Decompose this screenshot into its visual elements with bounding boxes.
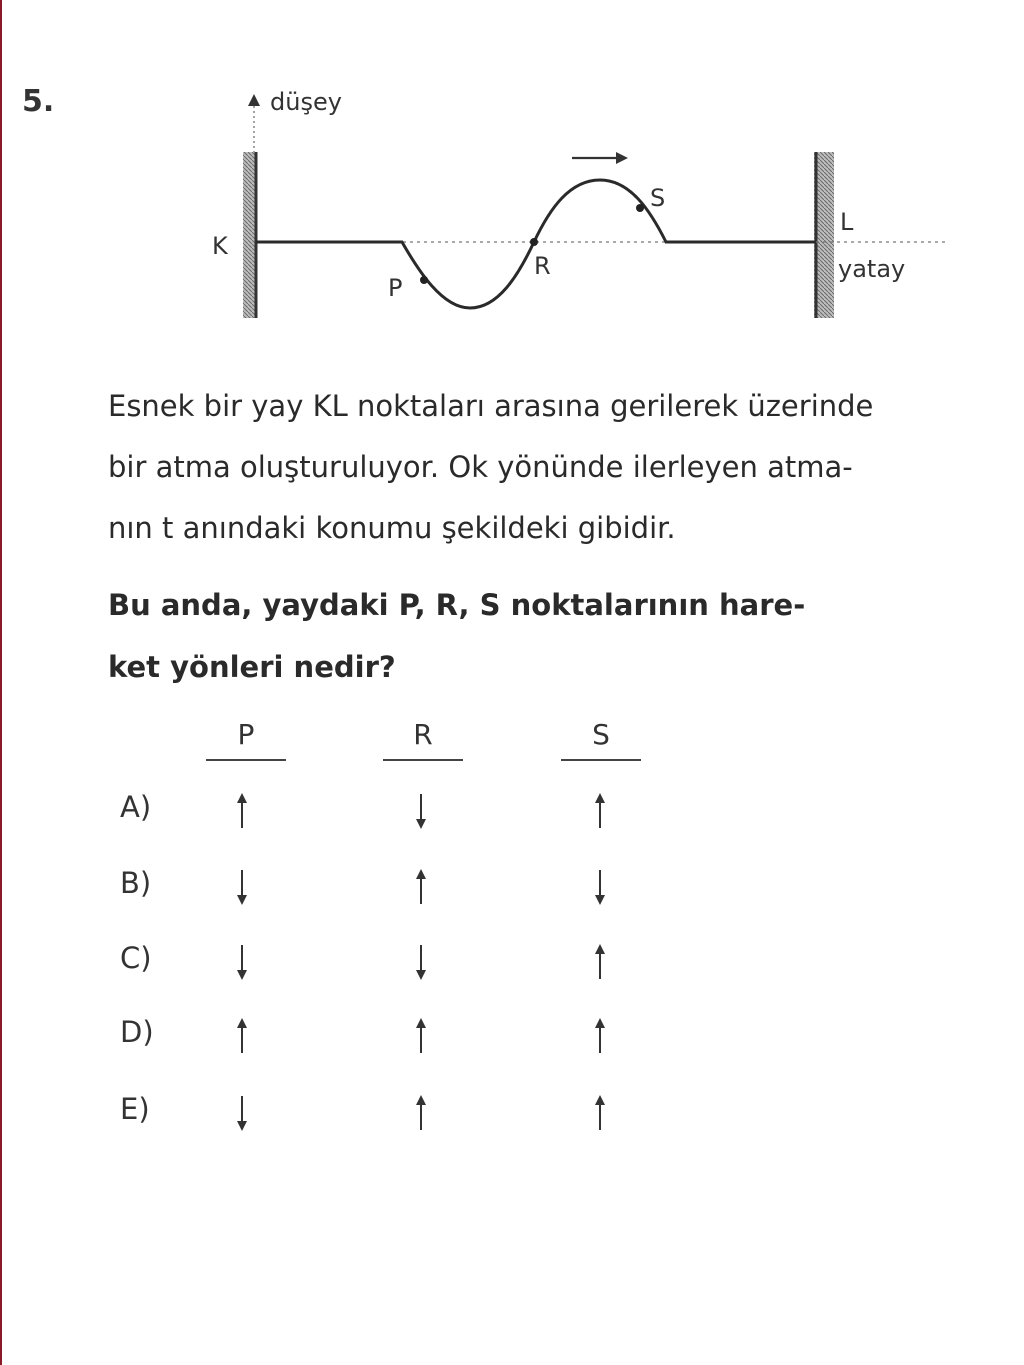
horizontal-label: yatay: [838, 255, 906, 283]
point-l-label: L: [840, 208, 854, 236]
arrow-down-icon: [234, 1094, 250, 1132]
option-label: A): [120, 790, 152, 824]
arrow-up-icon: [413, 1017, 429, 1055]
column-header-p: P: [206, 718, 286, 761]
point-s-label: S: [650, 184, 666, 212]
point-r-marker: [530, 238, 538, 246]
option-row-d[interactable]: [0, 1015, 1024, 1055]
page-edge: [0, 0, 2, 1365]
column-header-r: R: [383, 718, 463, 761]
arrow-up-icon: [592, 1094, 608, 1132]
point-s-marker: [636, 204, 644, 212]
arrow-down-icon: [413, 792, 429, 830]
wave-diagram: [180, 80, 980, 340]
question-prompt: [108, 574, 1018, 698]
point-k-label: K: [212, 232, 228, 260]
option-label: C): [120, 941, 152, 975]
option-row-b[interactable]: [0, 866, 1024, 906]
arrow-down-icon: [413, 943, 429, 981]
question-number: 5.: [22, 84, 55, 119]
option-row-e[interactable]: [0, 1092, 1024, 1132]
arrow-down-icon: [234, 943, 250, 981]
arrow-down-icon: [234, 868, 250, 906]
option-label: B): [120, 866, 152, 900]
vertical-label: düşey: [270, 88, 342, 116]
point-r-label: R: [534, 252, 551, 280]
point-p-label: P: [388, 274, 403, 302]
question-line-2: ket yönleri nedir?: [108, 650, 396, 684]
arrow-down-icon: [592, 868, 608, 906]
point-p-marker: [420, 276, 428, 284]
option-label: D): [120, 1015, 154, 1049]
column-header-s: S: [561, 718, 641, 761]
option-label: E): [120, 1092, 150, 1126]
arrow-up-icon: [592, 1017, 608, 1055]
arrow-up-icon: [234, 1017, 250, 1055]
option-row-c[interactable]: [0, 941, 1024, 981]
propagation-arrowhead: [616, 152, 628, 164]
arrow-up-icon: [592, 943, 608, 981]
question-line-1: Bu anda, yaydaki P, R, S noktalarının hare-: [108, 588, 806, 622]
question-stem: [108, 376, 1018, 559]
stem-line-3: nın t anındaki konumu şekildeki gibidir.: [108, 511, 676, 545]
arrow-up-icon: [413, 1094, 429, 1132]
option-row-a[interactable]: [0, 790, 1024, 830]
arrow-up-icon: [413, 868, 429, 906]
vertical-axis-arrowhead: [248, 94, 260, 106]
stem-line-2: bir atma oluşturuluyor. Ok yönünde ilerleyen atma-: [108, 450, 853, 484]
arrow-up-icon: [234, 792, 250, 830]
arrow-up-icon: [592, 792, 608, 830]
stem-line-1: Esnek bir yay KL noktaları arasına gerilerek üzerinde: [108, 389, 874, 423]
